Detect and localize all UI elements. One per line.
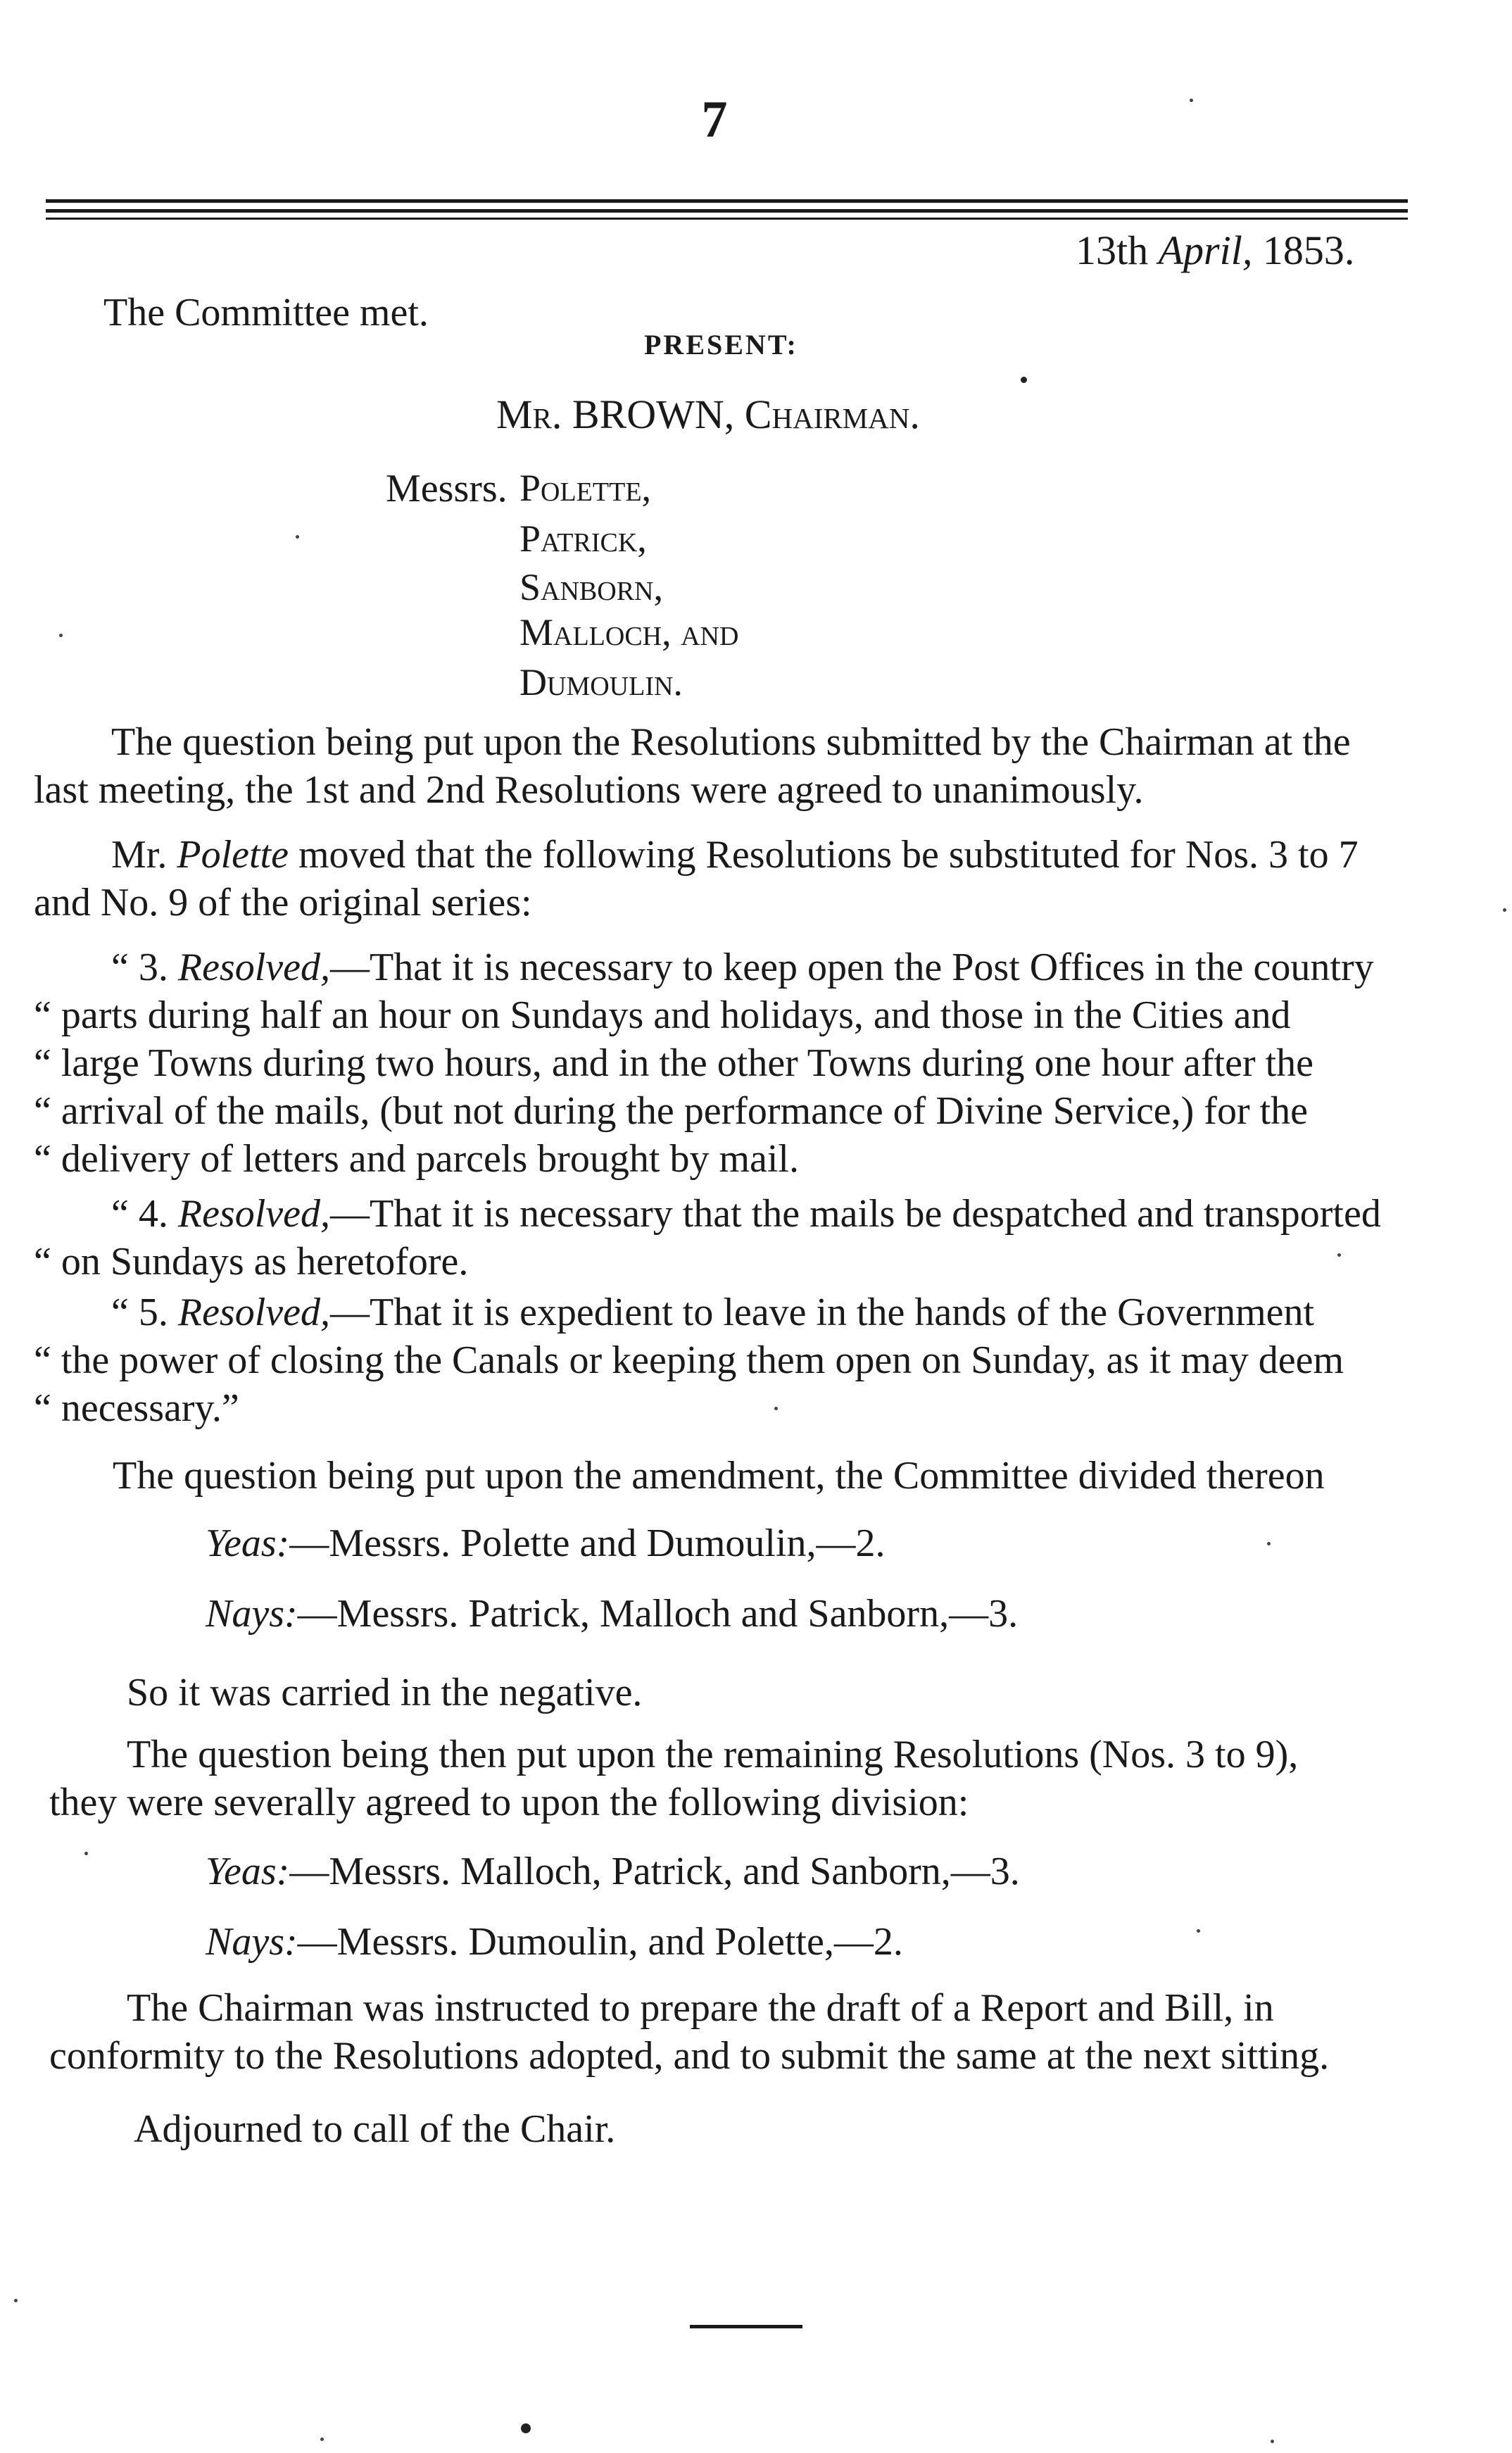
print-speck xyxy=(59,634,63,637)
text-line: Adjourned to call of the Chair. xyxy=(134,2107,616,2151)
date-day: 13th xyxy=(1076,227,1149,273)
print-speck xyxy=(1503,908,1506,912)
vote-yeas xyxy=(206,1849,1020,1894)
header-rule xyxy=(46,209,1408,213)
messrs-label: Messrs. xyxy=(386,467,508,510)
text-line: they were severally agreed to upon the following division: xyxy=(49,1781,969,1824)
text-line: The question being then put upon the remaining Resolutions (Nos. 3 to 9), xyxy=(127,1733,1299,1776)
vote-yeas xyxy=(206,1521,886,1566)
print-speck xyxy=(1271,2440,1274,2443)
present-label: PRESENT: xyxy=(644,329,798,360)
vote-label: Nays: xyxy=(206,1592,298,1636)
vote-nays xyxy=(206,1591,1018,1636)
text-line: “ parts during half an hour on Sundays and holidays, and those in the Cities and xyxy=(34,993,1291,1037)
paragraph-question xyxy=(34,718,1415,814)
member-name: Polette, xyxy=(519,467,652,509)
text-fragment: moved that the following Resolutions be substituted for Nos. 3 to 7 xyxy=(288,833,1359,877)
paragraph-amendment xyxy=(113,1452,1415,1500)
text-line: The Chairman was instructed to prepare the draft of a Report and Bill, in xyxy=(127,1986,1274,2030)
text-fragment: —That it is necessary that the mails be despatched and transported xyxy=(329,1192,1381,1236)
resolution-number: “ 5. xyxy=(111,1291,178,1334)
header-rule xyxy=(46,199,1408,203)
resolution-3 xyxy=(34,943,1415,1183)
chairman-line: Mr. BROWN, Chairman. xyxy=(496,391,920,437)
print-speck xyxy=(521,2423,531,2433)
print-speck xyxy=(1267,1542,1271,1545)
text-line: The question being put upon the Resolutions submitted by the Chairman at the xyxy=(111,720,1351,764)
footer-rule xyxy=(690,2325,802,2328)
text-line: conformity to the Resolutions adopted, and to submit the same at the next sitting. xyxy=(49,2034,1330,2078)
paragraph-adjourned xyxy=(134,2105,1415,2153)
vote-text: —Messrs. Patrick, Malloch and Sanborn,—3. xyxy=(297,1592,1019,1636)
page-number: 7 xyxy=(701,91,728,149)
print-speck xyxy=(1197,1929,1200,1933)
member-name: Malloch, and xyxy=(519,611,739,653)
paragraph-motion xyxy=(34,831,1415,927)
text-line: “ the power of closing the Canals or keeping them open on Sunday, as it may deem xyxy=(34,1338,1344,1382)
vote-text: —Messrs. Dumoulin, and Polette,—2. xyxy=(297,1920,903,1964)
text-line: “ necessary.” xyxy=(34,1386,239,1430)
member-name-italic: Polette xyxy=(177,833,289,877)
text-line: So it was carried in the negative. xyxy=(127,1671,643,1714)
text-line xyxy=(34,1190,1415,1238)
resolution-4 xyxy=(34,1190,1415,1286)
resolved-label: Resolved, xyxy=(177,1192,330,1236)
text-line: “ on Sundays as heretofore. xyxy=(34,1240,469,1284)
text-line: “ arrival of the mails, (but not during the performance of Divine Service,) for the xyxy=(34,1089,1309,1133)
text-fragment: Mr. xyxy=(111,833,177,877)
text-fragment: —That it is expedient to leave in the hands of the Government xyxy=(329,1291,1315,1334)
meeting-date xyxy=(1076,227,1354,274)
print-speck xyxy=(84,1852,88,1855)
text-line: The question being put upon the amendment, the Committee divided thereon xyxy=(113,1454,1325,1498)
member-name: Sanborn, xyxy=(519,566,663,608)
vote-nays xyxy=(206,1919,903,1964)
print-speck xyxy=(774,1407,778,1410)
vote-text: —Messrs. Polette and Dumoulin,—2. xyxy=(289,1522,886,1565)
date-year: 1853. xyxy=(1262,227,1355,273)
vote-label: Yeas: xyxy=(206,1522,290,1565)
member-name: Patrick, xyxy=(519,517,647,560)
paragraph-instruction xyxy=(49,1984,1415,2080)
print-speck xyxy=(1190,99,1193,102)
print-speck xyxy=(14,2299,18,2302)
text-fragment: —That it is necessary to keep open the Post Offices in the country xyxy=(329,946,1374,989)
paragraph-negative xyxy=(127,1669,1415,1717)
resolution-5 xyxy=(34,1288,1415,1432)
text-line: last meeting, the 1st and 2nd Resolutions were agreed to unanimously. xyxy=(34,768,1144,812)
vote-text: —Messrs. Malloch, Patrick, and Sanborn,—3. xyxy=(289,1850,1020,1893)
text-line: “ delivery of letters and parcels brought by mail. xyxy=(34,1137,799,1181)
vote-label: Nays: xyxy=(206,1920,298,1964)
header-rule xyxy=(46,218,1408,220)
text-line xyxy=(34,831,1415,879)
print-speck xyxy=(296,535,299,539)
paragraph-remaining xyxy=(49,1731,1415,1826)
resolved-label: Resolved, xyxy=(177,946,330,989)
resolution-number: “ 3. xyxy=(111,946,178,989)
resolved-label: Resolved, xyxy=(177,1291,330,1334)
print-speck xyxy=(1337,1253,1341,1257)
resolution-number: “ 4. xyxy=(111,1192,178,1236)
vote-label: Yeas: xyxy=(206,1850,290,1893)
print-speck xyxy=(320,2438,324,2441)
date-month: April, xyxy=(1158,227,1253,273)
committee-met: The Committee met. xyxy=(103,291,429,334)
text-line: and No. 9 of the original series: xyxy=(34,881,532,924)
text-line xyxy=(34,1288,1415,1336)
text-line xyxy=(34,943,1415,991)
print-speck xyxy=(1021,377,1027,383)
text-line: “ large Towns during two hours, and in the other Towns during one hour after the xyxy=(34,1041,1314,1085)
member-name: Dumoulin. xyxy=(519,661,683,703)
